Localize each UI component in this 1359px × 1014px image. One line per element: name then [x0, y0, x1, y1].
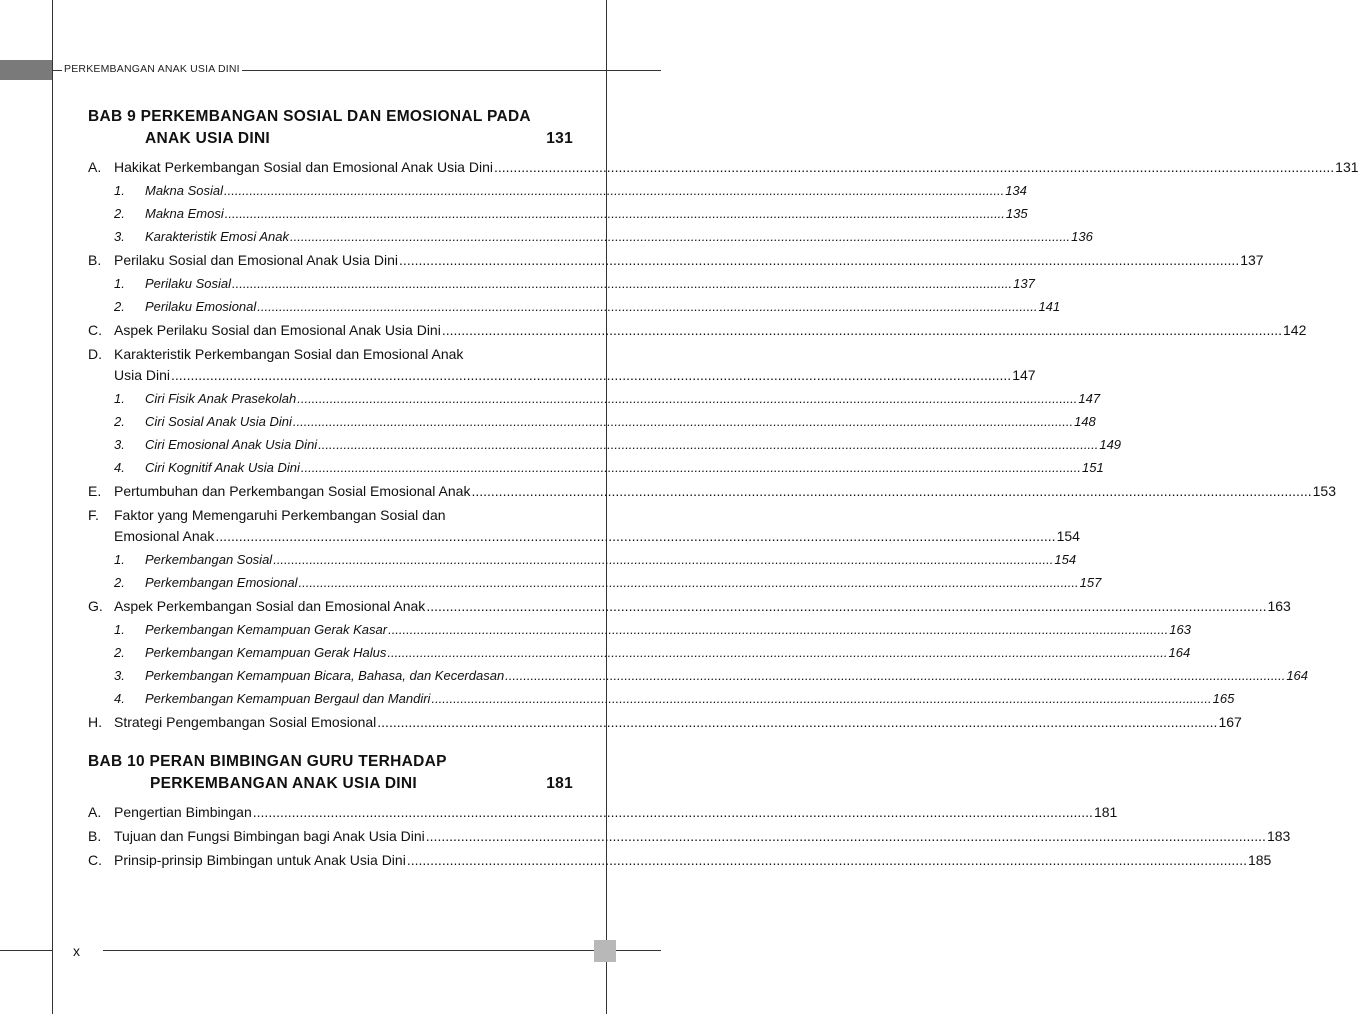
subsection-row — [145, 436, 1121, 453]
dot-leader — [318, 436, 1098, 453]
section-row — [114, 158, 1359, 176]
subsection-body — [145, 205, 1028, 222]
chapter-title-line1: BAB 9 PERKEMBANGAN SOSIAL DAN EMOSIONAL PADA — [88, 108, 531, 125]
section-body — [114, 158, 1359, 176]
subsection-body — [145, 436, 1121, 453]
section-row — [114, 482, 1336, 500]
dot-leader — [377, 713, 1217, 731]
entry-page: 163 — [1169, 622, 1191, 637]
subsection-body — [145, 690, 1234, 707]
section-body — [114, 597, 1291, 615]
entry-title: Perilaku Sosial dan Emosional Anak Usia Dini — [114, 252, 399, 268]
chapter-title-line2: PERKEMBANGAN ANAK USIA DINI — [150, 775, 418, 792]
entry-page: 157 — [1079, 575, 1102, 590]
subsection-entry — [88, 667, 1309, 684]
subsection-body — [145, 459, 1104, 476]
section-entry — [88, 803, 1118, 821]
subsection-entry — [88, 574, 1102, 591]
section-entry — [88, 345, 1036, 384]
section-row — [114, 251, 1264, 269]
entry-page: 183 — [1266, 828, 1291, 844]
subsection-entry — [88, 205, 1028, 222]
subsection-entry — [88, 228, 1093, 245]
chapter-heading — [88, 106, 573, 150]
subsection-body — [145, 667, 1308, 684]
subsection-entry — [88, 390, 1101, 407]
section-letter: B. — [88, 828, 102, 844]
entry-title: Perkembangan Sosial — [145, 552, 273, 567]
entry-title: Perilaku Sosial — [145, 276, 231, 291]
dot-leader — [253, 803, 1093, 821]
subsection-body — [145, 275, 1035, 292]
corner-decoration — [594, 940, 616, 962]
entry-title: Ciri Emosional Anak Usia Dini — [145, 437, 318, 452]
section-row — [114, 366, 1036, 384]
entry-title: Perilaku Emosional — [145, 299, 257, 314]
dot-leader — [442, 321, 1282, 339]
subsection-body — [145, 298, 1060, 315]
entry-title: Emosional Anak — [114, 528, 215, 544]
subsection-entry — [88, 621, 1191, 638]
subsection-entry — [88, 182, 1027, 199]
entry-page: 149 — [1099, 437, 1122, 452]
subsection-body — [145, 413, 1096, 430]
footer-rule-left — [0, 950, 52, 951]
subsection-entry — [88, 413, 1096, 430]
section-body — [114, 827, 1290, 845]
subsection-row — [145, 644, 1190, 661]
entry-title: Perkembangan Kemampuan Gerak Kasar — [145, 622, 388, 637]
dot-leader — [215, 527, 1055, 545]
subsection-row — [145, 390, 1100, 407]
subsection-row — [145, 667, 1308, 684]
entry-title: Ciri Fisik Anak Prasekolah — [145, 391, 297, 406]
dot-leader — [471, 482, 1311, 500]
chapter-title-line2-row — [88, 128, 573, 150]
entry-page: 151 — [1082, 460, 1104, 475]
footer-rule-right — [103, 950, 661, 951]
section-body — [114, 482, 1336, 500]
section-letter: G. — [88, 598, 103, 614]
chapter-heading — [88, 751, 573, 795]
subsection-entry — [88, 690, 1235, 707]
entry-page: 141 — [1038, 299, 1061, 314]
entry-title: Hakikat Perkembangan Sosial dan Emosional Anak Usia Dini — [114, 159, 493, 175]
dot-leader — [293, 413, 1073, 430]
subsection-number: 4. — [114, 460, 125, 475]
entry-page: 131 — [1335, 159, 1359, 175]
entry-page: 164 — [1168, 645, 1191, 660]
entry-title: Makna Emosi — [145, 206, 224, 221]
dot-leader — [387, 644, 1167, 661]
subsection-number: 3. — [114, 437, 125, 452]
subsection-row — [145, 298, 1060, 315]
subsection-number: 1. — [114, 552, 125, 567]
subsection-body — [145, 390, 1100, 407]
subsection-number: 1. — [114, 183, 125, 198]
section-body — [114, 713, 1242, 731]
dot-leader — [171, 366, 1011, 384]
entry-page: 181 — [1093, 804, 1118, 820]
section-row — [114, 527, 1080, 545]
entry-title: Perkembangan Kemampuan Bicara, Bahasa, dan Kecerdasan — [145, 668, 505, 683]
dot-leader — [494, 158, 1334, 176]
section-entry — [88, 158, 1359, 176]
section-entry — [88, 506, 1080, 545]
page-number: x — [73, 943, 80, 959]
subsection-body — [145, 551, 1076, 568]
section-row — [114, 851, 1271, 869]
entry-title: Perkembangan Kemampuan Bergaul dan Mandiri — [145, 691, 431, 706]
section-letter: F. — [88, 507, 99, 523]
entry-page: 137 — [1013, 276, 1035, 291]
subsection-row — [145, 182, 1027, 199]
subsection-row — [145, 459, 1104, 476]
entry-page: 153 — [1312, 483, 1336, 499]
entry-page: 137 — [1240, 252, 1264, 268]
dot-leader — [505, 667, 1285, 684]
entry-title: Tujuan dan Fungsi Bimbingan bagi Anak Usia Dini — [114, 828, 425, 844]
entry-page: 163 — [1267, 598, 1291, 614]
entry-page: 154 — [1056, 528, 1080, 544]
entry-page: 136 — [1071, 229, 1093, 244]
section-entry — [88, 851, 1272, 869]
section-letter: A. — [88, 159, 102, 175]
subsection-entry — [88, 459, 1104, 476]
entry-title: Strategi Pengembangan Sosial Emosional — [114, 714, 377, 730]
subsection-number: 3. — [114, 229, 125, 244]
chapter-page: 181 — [546, 775, 573, 792]
subsection-entry — [88, 275, 1035, 292]
entry-title: Pertumbuhan dan Perkembangan Sosial Emosional Anak — [114, 483, 471, 499]
section-row — [114, 321, 1306, 339]
dot-leader — [301, 459, 1081, 476]
subsection-row — [145, 205, 1028, 222]
entry-page: 167 — [1218, 714, 1242, 730]
entry-title: Usia Dini — [114, 367, 171, 383]
subsection-number: 1. — [114, 622, 125, 637]
section-body — [114, 321, 1306, 339]
subsection-entry — [88, 644, 1191, 661]
subsection-entry — [88, 551, 1077, 568]
entry-title: Perkembangan Kemampuan Gerak Halus — [145, 645, 387, 660]
section-row — [114, 803, 1117, 821]
section-entry — [88, 482, 1336, 500]
entry-title: Prinsip-prinsip Bimbingan untuk Anak Usia Dini — [114, 852, 406, 868]
subsection-number: 2. — [114, 299, 125, 314]
subsection-number: 3. — [114, 668, 125, 683]
subsection-row — [145, 413, 1096, 430]
dot-leader — [232, 275, 1012, 292]
dot-leader — [224, 182, 1004, 199]
entry-title: Pengertian Bimbingan — [114, 804, 252, 820]
dot-leader — [298, 574, 1078, 591]
section-letter: B. — [88, 252, 102, 268]
dot-leader — [290, 228, 1070, 245]
entry-page: 134 — [1005, 183, 1027, 198]
section-row — [114, 597, 1291, 615]
header-gray-tab — [0, 60, 52, 80]
subsection-row — [145, 228, 1093, 245]
section-letter: C. — [88, 322, 102, 338]
section-body — [114, 506, 1080, 545]
section-entry — [88, 713, 1242, 731]
dot-leader — [388, 621, 1168, 638]
section-letter: D. — [88, 346, 102, 362]
dot-leader — [257, 298, 1037, 315]
entry-page: 142 — [1283, 322, 1307, 338]
entry-title: Makna Sosial — [145, 183, 224, 198]
section-letter: E. — [88, 483, 102, 499]
table-of-contents — [88, 106, 1359, 869]
running-head: PERKEMBANGAN ANAK USIA DINI — [64, 63, 240, 75]
subsection-number: 1. — [114, 276, 125, 291]
entry-title: Karakteristik Emosi Anak — [145, 229, 290, 244]
subsection-body — [145, 228, 1093, 245]
section-letter: H. — [88, 714, 102, 730]
subsection-body — [145, 621, 1191, 638]
section-body — [114, 803, 1117, 821]
subsection-row — [145, 275, 1035, 292]
chapter-title-line2: ANAK USIA DINI — [145, 130, 271, 147]
entry-page: 165 — [1212, 691, 1235, 706]
subsection-entry — [88, 436, 1122, 453]
dot-leader — [273, 551, 1053, 568]
chapter-title-line1: BAB 10 PERAN BIMBINGAN GURU TERHADAP — [88, 753, 447, 770]
dot-leader — [426, 827, 1266, 845]
dot-leader — [225, 205, 1005, 222]
dot-leader — [297, 390, 1077, 407]
subsection-row — [145, 621, 1191, 638]
section-entry — [88, 321, 1307, 339]
section-title-line1: Karakteristik Perkembangan Sosial dan Emosional Anak — [114, 346, 464, 362]
subsection-row — [145, 574, 1101, 591]
section-entry — [88, 827, 1291, 845]
section-row — [114, 713, 1242, 731]
section-letter: C. — [88, 852, 102, 868]
section-title-line1: Faktor yang Memengaruhi Perkembangan Sosial dan — [114, 507, 446, 523]
subsection-entry — [88, 298, 1061, 315]
entry-page: 154 — [1054, 552, 1077, 567]
chapter-page: 131 — [546, 130, 573, 147]
dot-leader — [431, 690, 1211, 707]
subsection-number: 2. — [114, 414, 125, 429]
section-body — [114, 345, 1036, 384]
subsection-number: 2. — [114, 206, 125, 221]
chapter-title-line2-row — [88, 773, 573, 795]
entry-title: Ciri Kognitif Anak Usia Dini — [145, 460, 300, 475]
section-row — [114, 827, 1290, 845]
section-entry — [88, 251, 1264, 269]
entry-title: Aspek Perkembangan Sosial dan Emosional Anak — [114, 598, 426, 614]
section-letter: A. — [88, 804, 102, 820]
left-margin-line — [52, 0, 53, 1014]
entry-title: Perkembangan Emosional — [145, 575, 298, 590]
entry-title: Ciri Sosial Anak Usia Dini — [145, 414, 292, 429]
subsection-number: 2. — [114, 645, 125, 660]
subsection-number: 2. — [114, 575, 125, 590]
entry-page: 147 — [1078, 391, 1101, 406]
subsection-body — [145, 182, 1027, 199]
dot-leader — [426, 597, 1266, 615]
subsection-body — [145, 644, 1190, 661]
section-body — [114, 851, 1271, 869]
dot-leader — [407, 851, 1247, 869]
subsection-row — [145, 551, 1076, 568]
entry-page: 135 — [1005, 206, 1028, 221]
section-body — [114, 251, 1264, 269]
subsection-number: 1. — [114, 391, 125, 406]
entry-page: 164 — [1286, 668, 1309, 683]
dot-leader — [399, 251, 1239, 269]
section-entry — [88, 597, 1291, 615]
subsection-row — [145, 690, 1234, 707]
subsection-body — [145, 574, 1101, 591]
entry-title: Aspek Perilaku Sosial dan Emosional Anak Usia Dini — [114, 322, 441, 338]
entry-page: 147 — [1012, 367, 1036, 383]
entry-page: 148 — [1074, 414, 1096, 429]
subsection-number: 4. — [114, 691, 125, 706]
entry-page: 185 — [1247, 852, 1272, 868]
